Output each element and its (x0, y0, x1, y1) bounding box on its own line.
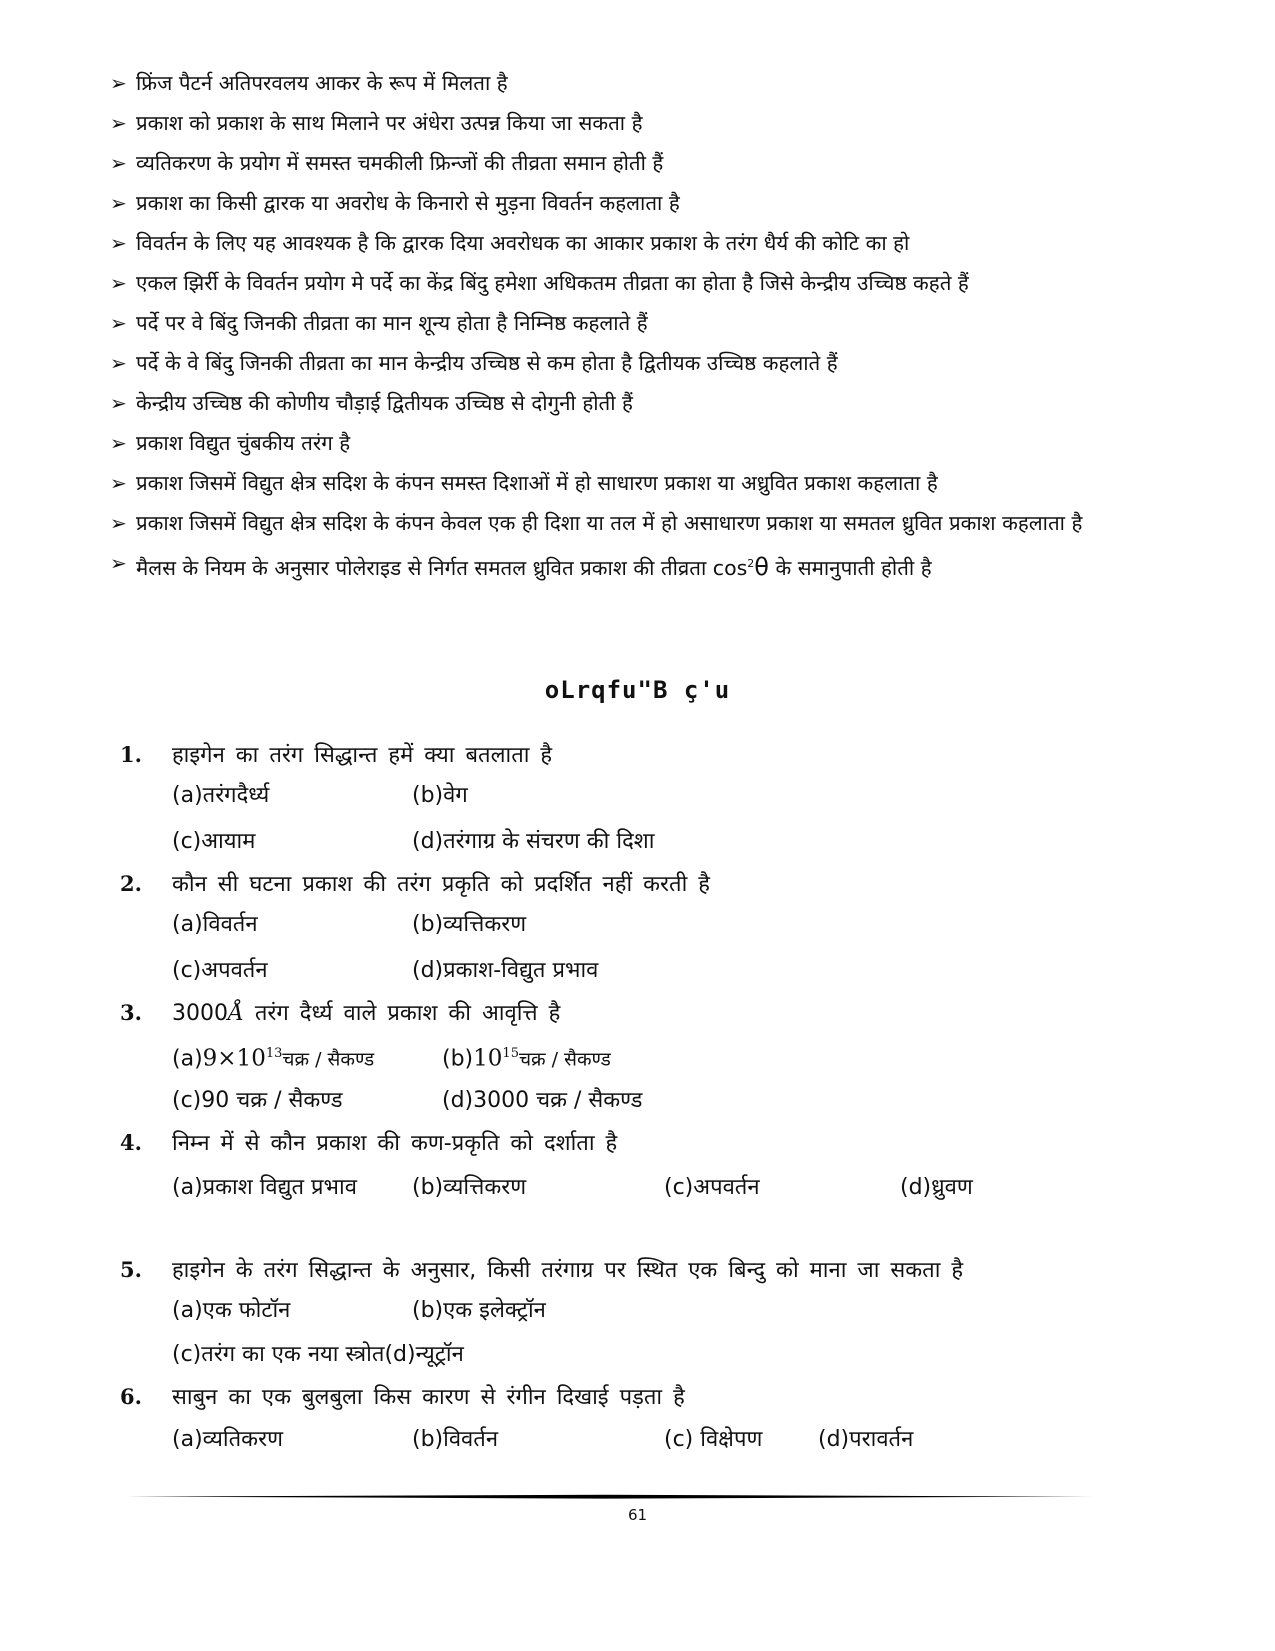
option-d: (d)तरंगाग्र के संचरण की दिशा (412, 829, 655, 854)
bullet-item: ➢ व्यतिकरण के प्रयोग में समस्त चमकीली फ्रिन्जों की तीव्रता समान होती हैं (110, 151, 664, 175)
option-d: (d)ध्रुवण (900, 1175, 973, 1201)
arrow-bullet-icon: ➢ (110, 231, 127, 255)
question-6 (120, 1382, 1140, 1455)
arrow-bullet-icon: ➢ (110, 271, 127, 295)
arrow-bullet-icon: ➢ (110, 151, 127, 175)
question-3 (120, 998, 1140, 1116)
section-heading: oLrqfu"B ç'u (544, 676, 731, 704)
option-a: (a)तरंगदैर्ध्य (172, 783, 270, 808)
bullet-item: ➢ फ्रिंज पैटर्न अतिपरवलय आकर के रूप में मिलता है (110, 71, 508, 95)
question-2 (120, 869, 1140, 986)
option-a: (a)व्यतिकरण (172, 1427, 283, 1453)
arrow-bullet-icon: ➢ (110, 71, 127, 95)
arrow-bullet-icon: ➢ (110, 351, 127, 375)
question-number: 6. (120, 1384, 142, 1410)
option-b: (b)वेग (412, 783, 468, 808)
option-b: (b)व्यत्तिकरण (412, 1175, 527, 1201)
option-a: (a)प्रकाश विद्युत प्रभाव (172, 1175, 357, 1201)
option-a: $(a)9\times 10^{13}चक्र$ / सैकण्ड (172, 1045, 375, 1072)
option-c: (c) विक्षेपण (664, 1427, 763, 1453)
question-text: कौन सी घटना प्रकाश की तरंग प्रकृति को प्रदर्शित नहीं करती है (172, 872, 710, 897)
arrow-bullet-icon: ➢ (110, 191, 127, 215)
question-text: निम्न में से कौन प्रकाश की कण-प्रकृति को दर्शाता है (172, 1131, 618, 1157)
question-text: 3000Å तरंग दैर्ध्य वाले प्रकाश की आवृत्ति है (172, 1001, 561, 1026)
question-number: 4. (120, 1130, 142, 1156)
bullet-list (110, 70, 1130, 595)
arrow-bullet-icon: ➢ (110, 511, 127, 535)
option-c: (c)अपवर्तन (172, 958, 268, 983)
option-d: (d)3000 चक्र / सैकण्ड (442, 1088, 643, 1114)
arrow-bullet-icon: ➢ (110, 111, 127, 135)
bullet-item: ➢ प्रकाश को प्रकाश के साथ मिलाने पर अंधेरा उत्पन्न किया जा सकता है (110, 111, 643, 135)
question-text: हाइगेन के तरंग सिद्धान्त के अनुसार, किसी तरंगाग्र पर स्थित एक बिन्दु को माना जा सकता है (172, 1258, 964, 1284)
page-number: 61 (627, 1506, 648, 1524)
option-d: (d)परावर्तन (818, 1427, 914, 1453)
option-b: (b)विवर्तन (412, 1427, 499, 1453)
question-number: 2. (120, 871, 142, 896)
option-a: (a)विवर्तन (172, 912, 258, 937)
option-c: (c)आयाम (172, 829, 256, 854)
bullet-item: ➢ पर्दे के वे बिंदु जिनकी तीव्रता का मान केन्द्रीय उच्चिष्ठ से कम होता है द्वितीयक उच्चिष्ठ कहलाते हैं (110, 351, 838, 375)
bullet-item: ➢ प्रकाश का किसी द्वारक या अवरोध के किनारो से मुड़ना विवर्तन कहलाता है (110, 191, 680, 215)
option-b: $(b)10^{15}चक्र$ / सैकण्ड (442, 1045, 611, 1072)
bullet-item: ➢ विवर्तन के लिए यह आवश्यक है कि द्वारक दिया अवरोधक का आकार प्रकाश के तरंग धैर्य की कोटि का हो (110, 231, 910, 255)
question-5 (120, 1255, 1140, 1370)
option-c: (c)90 चक्र / सैकण्ड (172, 1088, 343, 1114)
bullet-item: ➢ केन्द्रीय उच्चिष्ठ की कोणीय चौड़ाई द्वितीयक उच्चिष्ठ से दोगुनी होती हैं (110, 391, 633, 415)
arrow-bullet-icon: ➢ (110, 391, 127, 415)
option-b: (b)व्यत्तिकरण (412, 912, 527, 937)
arrow-bullet-icon: ➢ (110, 431, 127, 455)
option-b: (b)एक इलेक्ट्रॉन (412, 1298, 546, 1324)
arrow-bullet-icon: ➢ (110, 311, 127, 335)
bullet-item-malus: ➢ मैलस के नियम के अनुसार पोलेराइड से निर्गत समतल ध्रुवित प्रकाश की तीव्रता $\cos^2\theta$ के समानुपाती होती है (110, 551, 932, 581)
question-text: हाइगेन का तरंग सिद्धान्त हमें क्या बतलाता है (172, 743, 553, 768)
arrow-bullet-icon: ➢ (110, 471, 127, 495)
arrow-bullet-icon: ➢ (110, 551, 127, 575)
bullet-item: ➢ प्रकाश जिसमें विद्युत क्षेत्र सदिश के कंपन समस्त दिशाओं में हो साधारण प्रकाश या अध्रुवित प्रकाश कहलाता है (110, 471, 938, 495)
question-number: 3. (120, 1000, 142, 1025)
question-4 (120, 1128, 1140, 1203)
question-number: 1. (120, 742, 142, 767)
option-c: (c)तरंग का एक नया स्त्रोत (172, 1342, 385, 1368)
option-c: (c)अपवर्तन (664, 1175, 760, 1201)
option-d: (d)न्यूट्रॉन (384, 1342, 464, 1368)
footer-divider (120, 1494, 1092, 1500)
option-a: (a)एक फोटॉन (172, 1298, 291, 1324)
option-d: (d)प्रकाश-विद्युत प्रभाव (412, 958, 599, 983)
bullet-item: ➢ प्रकाश विद्युत चुंबकीय तरंग है (110, 431, 351, 455)
question-number: 5. (120, 1257, 142, 1283)
question-1 (120, 740, 1140, 857)
question-list (120, 740, 1140, 1455)
bullet-item: ➢ पर्दे पर वे बिंदु जिनकी तीव्रता का मान शून्य होता है निम्निष्ठ कहलाते हैं (110, 311, 648, 335)
bullet-item: ➢ प्रकाश जिसमें विद्युत क्षेत्र सदिश के कंपन केवल एक ही दिशा या तल में हो असाधारण प्रकाश या समतल ध्रुवित प्रकाश कहलाता है (110, 511, 1083, 535)
bullet-item: ➢ एकल झिर्री के विवर्तन प्रयोग मे पर्दे का केंद्र बिंदु हमेशा अधिकतम तीव्रता का होता है जिसे केन्द्रीय उच्चिष्ठ कहते हैं (110, 271, 969, 295)
question-text: साबुन का एक बुलबुला किस कारण से रंगीन दिखाई पड़ता है (172, 1385, 685, 1411)
